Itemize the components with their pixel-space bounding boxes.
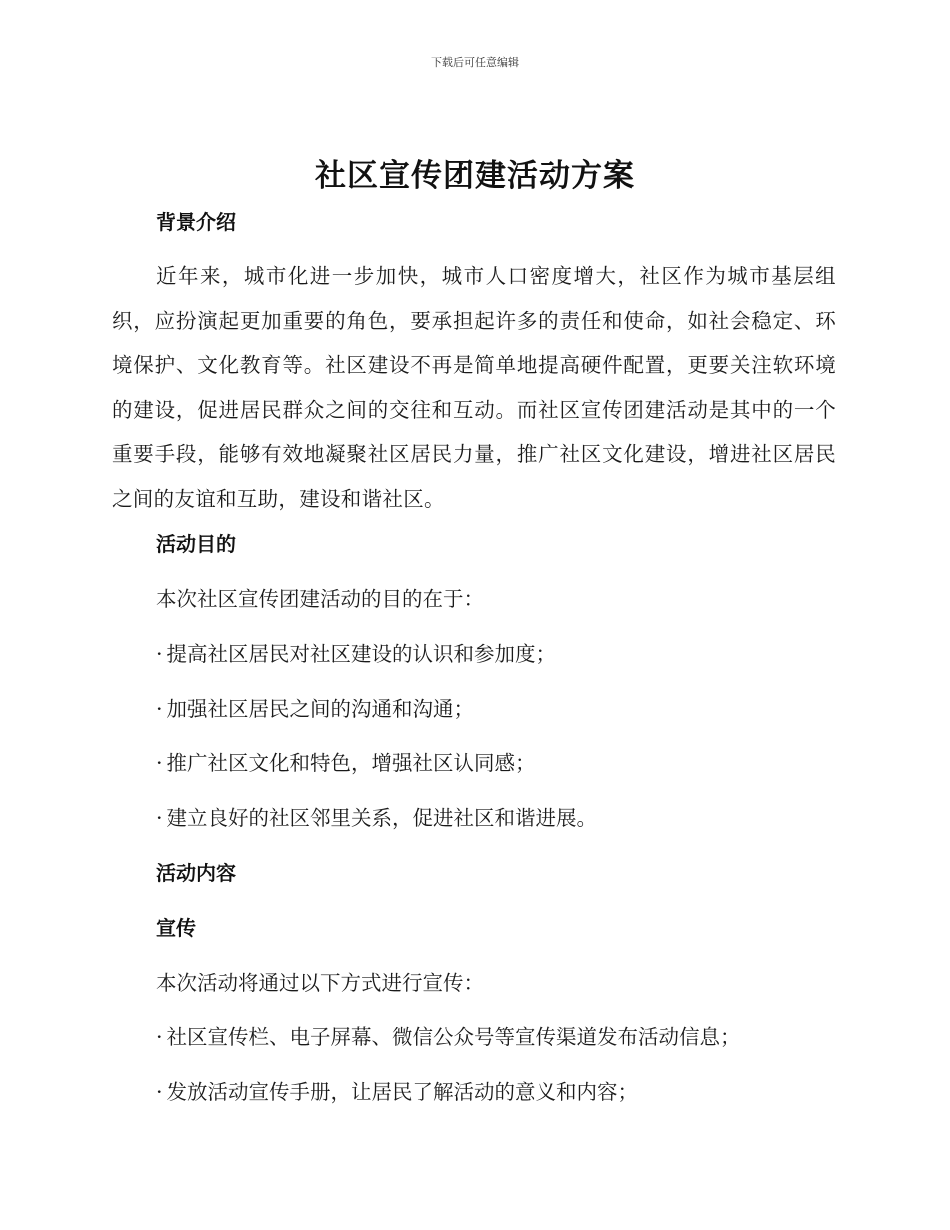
list-item [156,1075,638,1105]
list-item-text: 推广社区文化和特色，增强社区认同感； [166,751,536,775]
header-note: 下载后可任意编辑 [431,56,519,69]
list-item-text: 加强社区居民之间的沟通和沟通； [166,697,475,721]
list-item-text: 发放活动宣传手册，让居民了解活动的意义和内容； [166,1080,639,1104]
list-item [156,692,474,722]
content-intro: 本次活动将通过以下方式进行宣传： [156,971,484,995]
bullet-icon: · [156,751,163,775]
bullet-icon: · [156,806,163,830]
section-heading-content: 活动内容 [156,861,236,885]
document-title: 社区宣传团建活动方案 [315,158,635,194]
purpose-intro: 本次社区宣传团建活动的目的在于： [156,587,484,611]
bullet-icon: · [156,1080,163,1104]
bullet-icon: · [156,697,163,721]
list-item-text: 提高社区居民对社区建设的认识和参加度； [166,642,557,666]
background-paragraph: 近年来，城市化进一步加快，城市人口密度增大，社区作为城市基层组织，应扮演起更加重要的角色，要承担起许多的责任和使命，如社会稳定、环境保护、文化教育等。社区建设不再是简单地提高硬件配置，更要关注软环境的建设，促进居民群众之间的交往和互动。而社区宣传团建活动是其中的一个重要手段，能够有效地凝聚社区居民力量，推广社区文化建设，增进社区居民之间的友谊和互助，建设和谐社区。 [112,264,836,511]
list-item [156,637,556,667]
bullet-icon: · [156,1025,163,1049]
list-item-text: 社区宣传栏、电子屏幕、微信公众号等宣传渠道发布活动信息； [166,1025,741,1049]
list-item-text: 建立良好的社区邻里关系，促进社区和谐进展。 [166,806,598,830]
list-item [156,801,597,831]
list-item [156,1020,741,1050]
list-item [156,746,536,776]
bullet-icon: · [156,642,163,666]
subheading-publicity: 宣传 [156,916,196,940]
section-heading-purpose: 活动目的 [156,532,236,556]
section-heading-background: 背景介绍 [156,210,236,234]
